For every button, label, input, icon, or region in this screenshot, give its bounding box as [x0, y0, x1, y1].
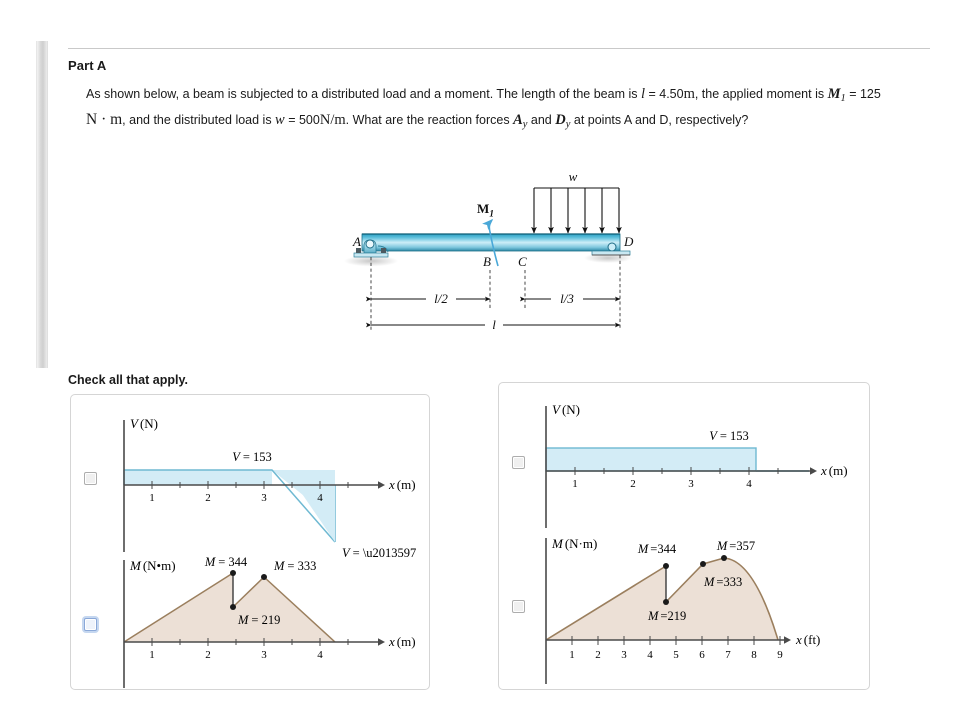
moment-a-x-axis-label: x (m) — [389, 634, 416, 649]
moment-diagram-option-b — [526, 528, 862, 684]
shear-a-x-arrow — [378, 481, 385, 489]
moment-b-x-arrow — [784, 636, 791, 644]
beam-diagram-figure — [340, 158, 640, 343]
shear-b-tick-2: 2 — [630, 478, 636, 490]
moment-a-tick-3: 3 — [261, 649, 267, 661]
shear-a-tick-3: 3 — [261, 492, 267, 504]
symbol-w: w — [275, 112, 285, 128]
shear-a-annotation-153: V = 153 — [232, 450, 272, 464]
checkbox-option-a-shear[interactable] — [84, 472, 97, 485]
moment-label-M1-base: M — [477, 201, 490, 216]
dimension-full-length — [371, 317, 620, 332]
moment-a-annotation-344: M = 344 — [204, 555, 248, 569]
shear-a-fill3 — [296, 485, 335, 542]
shear-b-y-axis-label: V (N) — [552, 402, 580, 417]
checkbox-option-b-moment[interactable] — [512, 600, 525, 613]
shear-b-tick-4: 4 — [746, 478, 752, 490]
problem-eq-3: = 500 — [284, 113, 320, 127]
moment-a-marker-344 — [230, 570, 236, 576]
problem-statement — [86, 84, 898, 135]
symbol-l: l — [640, 86, 645, 102]
dimension-third-label: l/3 — [560, 291, 574, 306]
symbol-Dy-subscript: y — [565, 119, 571, 130]
symbol-M1-subscript: 1 — [840, 93, 846, 104]
shear-b-x-arrow — [810, 467, 817, 475]
moment-a-fill — [124, 573, 335, 642]
shear-b-annotation-153: V = 153 — [709, 429, 749, 443]
moment-b-annotation-219: M =219 — [648, 609, 687, 623]
unit-w-numerator: N — [319, 112, 331, 129]
moment-b-tick-3: 3 — [621, 649, 627, 661]
moment-a-y-axis-label: M (N•m) — [130, 558, 176, 573]
shear-a-tick-4: 4 — [317, 492, 323, 504]
moment-b-tick-5: 5 — [673, 649, 679, 661]
dimension-third-length — [525, 291, 620, 306]
moment-a-tick-2: 2 — [205, 649, 211, 661]
moment-label-M1-subscript: 1 — [489, 209, 495, 220]
symbol-M1: M — [827, 86, 841, 102]
shear-a-annotation-597: V = \u2013597 — [342, 546, 417, 560]
shear-b-x-axis-label: x (m) — [821, 463, 848, 478]
shear-diagram-option-a — [104, 406, 418, 560]
shear-a-fill2 — [124, 470, 272, 485]
dimension-half-label: l/2 — [434, 291, 448, 306]
beam-label-A: A — [353, 234, 361, 249]
dimension-half-length — [371, 291, 490, 306]
checkbox-option-a-moment[interactable] — [84, 618, 97, 631]
shear-a-tick-2: 2 — [205, 492, 211, 504]
problem-eq-2: = 125 — [845, 87, 881, 101]
moment-b-tick-8: 8 — [751, 649, 757, 661]
moment-b-x-axis-label: x (ft) — [796, 632, 821, 647]
moment-a-x-arrow — [378, 638, 385, 646]
shear-b-fill — [546, 448, 756, 471]
moment-b-tick-1: 1 — [569, 649, 575, 661]
symbol-Ay: A — [513, 112, 523, 128]
left-scroll-rail[interactable] — [36, 41, 48, 368]
unit-meters: m — [683, 86, 695, 102]
problem-conjunction: and — [527, 113, 556, 127]
moment-b-annotation-344: M =344 — [637, 542, 677, 556]
moment-b-tick-4: 4 — [647, 649, 653, 661]
unit-newton-per-meter — [320, 110, 346, 131]
moment-a-tick-4: 4 — [317, 649, 323, 661]
dimension-full-label: l — [492, 317, 496, 332]
checkbox-option-b-shear[interactable] — [512, 456, 525, 469]
shear-b-tick-3: 3 — [688, 478, 694, 490]
moment-a-tick-1: 1 — [149, 649, 155, 661]
moment-b-y-axis-label: M (N·m) — [552, 536, 598, 551]
problem-eq-1: = 4.50 — [645, 87, 684, 101]
moment-b-marker-333 — [700, 561, 706, 567]
moment-b-tick-2: 2 — [595, 649, 601, 661]
check-all-instruction: Check all that apply. — [68, 373, 188, 387]
distributed-load-w — [534, 188, 619, 233]
moment-a-marker-219 — [230, 604, 236, 610]
moment-a-annotation-219: M = 219 — [238, 613, 281, 627]
problem-text-1: As shown below, a beam is subjected to a distributed load and a moment. The length of the beam is — [86, 87, 641, 101]
unit-w-denominator: m — [334, 112, 346, 129]
shear-diagram-option-b — [526, 392, 862, 528]
moment-b-annotation-357: M =357 — [716, 539, 756, 553]
moment-b-tick-7: 7 — [725, 649, 731, 661]
shear-a-x-axis-label: x (m) — [389, 477, 416, 492]
moment-label-M1 — [477, 201, 494, 220]
moment-b-tick-6: 6 — [699, 649, 705, 661]
moment-a-marker-333 — [261, 574, 267, 580]
shear-b-tick-1: 1 — [572, 478, 578, 490]
beam-label-D: D — [624, 234, 634, 249]
beam-label-C: C — [518, 254, 527, 269]
header-divider — [68, 48, 930, 49]
moment-b-fill — [546, 558, 778, 640]
problem-text-2: , the applied moment is — [694, 87, 828, 101]
problem-text-4: . What are the reaction forces — [345, 113, 514, 127]
problem-text-3: , and the distributed load is — [122, 113, 276, 127]
unit-newton-meter: N · m — [86, 111, 123, 128]
page-title: Part A — [68, 58, 107, 73]
moment-b-annotation-333: M =333 — [704, 575, 743, 589]
moment-diagram-option-a — [104, 552, 418, 688]
moment-b-tick-9: 9 — [777, 649, 783, 661]
moment-a-annotation-333: M = 333 — [274, 559, 317, 573]
beam-label-B: B — [483, 254, 491, 269]
symbol-Dy: D — [555, 112, 566, 128]
load-label-w: w — [568, 169, 578, 184]
moment-b-marker-219 — [663, 599, 669, 605]
moment-b-marker-357 — [721, 555, 727, 561]
fraction-slash: / — [330, 112, 335, 129]
symbol-Ay-subscript: y — [522, 119, 528, 130]
problem-text-5: at points A and D, respectively? — [570, 113, 749, 127]
shear-a-y-axis-label: V (N) — [130, 416, 158, 431]
shear-a-tick-1: 1 — [149, 492, 155, 504]
moment-b-marker-344 — [663, 563, 669, 569]
